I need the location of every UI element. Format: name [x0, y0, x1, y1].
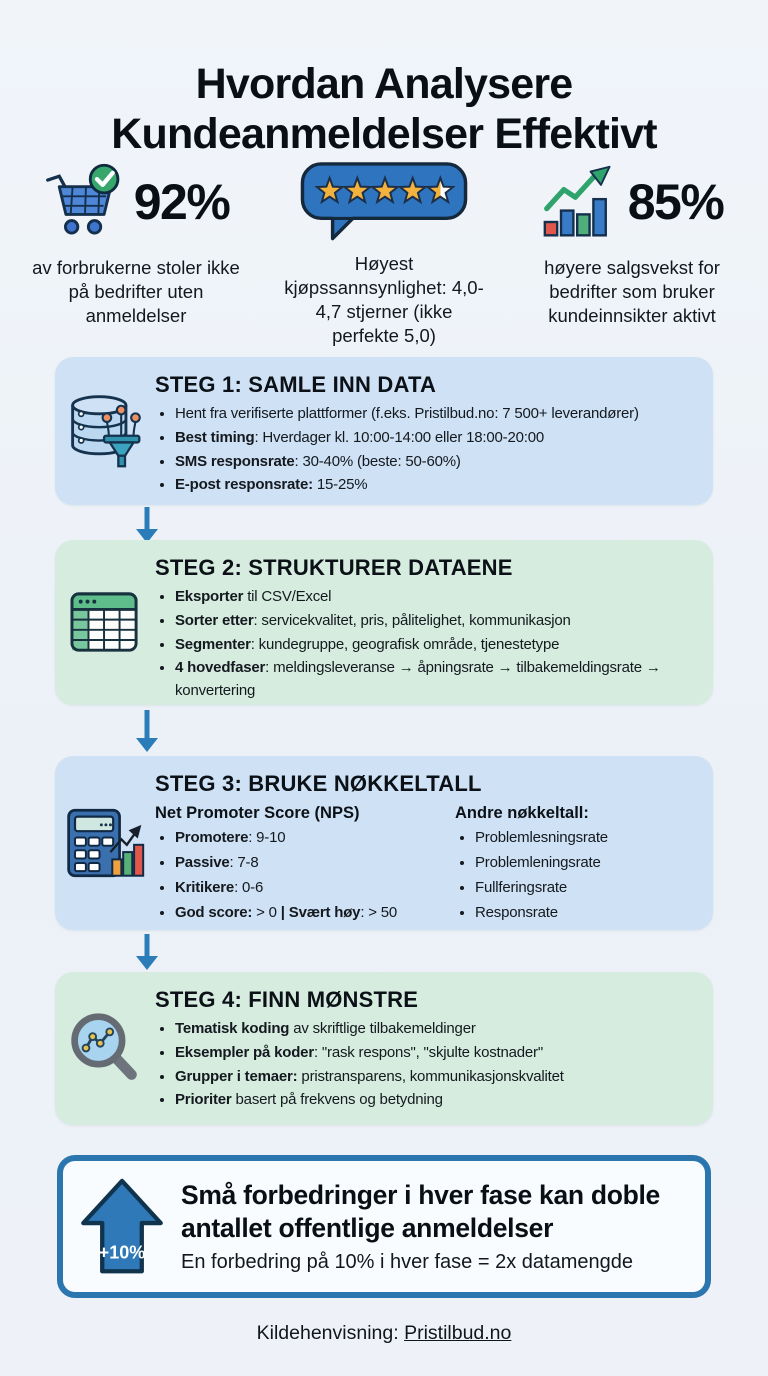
step-icon-col	[55, 756, 155, 930]
bullet-item: • Prioriter basert på frekvens og betydning	[175, 1089, 705, 1112]
stat-card-consumer-trust	[18, 156, 254, 348]
source-link[interactable]: Pristilbud.no	[404, 1322, 512, 1344]
step-icon-col	[55, 540, 155, 705]
step-icon-col	[55, 357, 155, 505]
bullet-item: • Tematisk koding av skriftlige tilbakemeldinger	[175, 1018, 705, 1041]
arrow-label: +10%	[98, 1242, 146, 1263]
step-bullets	[155, 1018, 705, 1112]
shopping-cart-check-icon	[43, 162, 127, 242]
step-4-box	[55, 972, 713, 1125]
page-title: Hvordan Analysere Kundeanmeldelser Effektivt	[111, 59, 657, 159]
footer-source	[0, 1322, 768, 1345]
bullet-item: • Eksempler på koder: "rask respons", "skjulte kostnader"	[175, 1042, 705, 1065]
callout-text	[181, 1179, 705, 1274]
step-title: STEG 1: SAMLE INN DATA	[155, 372, 437, 397]
step-2-box	[55, 540, 713, 705]
magnifier-chart-icon	[67, 1011, 143, 1087]
spreadsheet-icon	[68, 589, 142, 657]
nps-column	[155, 802, 455, 926]
stat-caption: av forbrukerne stoler ikke på bedrifter uten anmeldelser	[32, 257, 240, 327]
bullet-item: • Kritikere: 0-6	[175, 876, 455, 900]
bullet-item: • Grupper i temaer: pristransparens, kommunikasjonskvalitet	[175, 1066, 705, 1089]
step-title: STEG 2: STRUKTURER DATAENE	[155, 555, 513, 580]
bullet-item: • SMS responsrate: 30-40% (beste: 50-60%)	[175, 451, 705, 474]
growth-chart-icon	[541, 165, 621, 239]
stat-value: 85%	[627, 174, 724, 230]
bullet-item: • Best timing: Hverdager kl. 10:00-14:00 eller 18:00-20:00	[175, 427, 705, 450]
step-1-box	[55, 357, 713, 505]
calculator-chart-icon	[65, 805, 145, 881]
step-bullets	[155, 586, 695, 703]
stat-top	[541, 156, 724, 248]
callout-subtext: En forbedring på 10% i hver fase = 2x datamengde	[181, 1250, 633, 1273]
step-content	[155, 756, 713, 930]
down-arrow-icon	[132, 934, 162, 970]
step-content	[155, 972, 713, 1125]
metrics-columns	[155, 802, 705, 926]
down-arrow-icon	[132, 710, 162, 752]
stat-top	[43, 156, 230, 248]
bullet-item: • Responsrate	[475, 901, 705, 925]
bullet-item: • Eksporter til CSV/Excel	[175, 586, 695, 609]
step-title: STEG 3: BRUKE NØKKELTALL	[155, 771, 482, 796]
step-content	[155, 540, 713, 705]
bullet-item: • Segmenter: kundegruppe, geografisk område, tjenestetype	[175, 634, 695, 657]
bullet-item: • Hent fra verifiserte plattformer (f.eks. Pristilbud.no: 7 500+ leverandører)	[175, 403, 705, 426]
other-metrics-heading: Andre nøkkeltall:	[455, 804, 589, 822]
bullet-item: • Sorter etter: servicekvalitet, pris, pålitelighet, kommunikasjon	[175, 610, 695, 633]
other-metrics-bullets	[455, 826, 705, 925]
bullet-item: • Promotere: 9-10	[175, 826, 455, 850]
step-content	[155, 357, 713, 505]
stat-value: 92%	[133, 174, 230, 230]
nps-heading: Net Promoter Score (NPS)	[155, 804, 360, 822]
step-3-box	[55, 756, 713, 930]
nps-bullets	[155, 826, 455, 925]
star-rating-bubble-icon	[299, 160, 469, 244]
bullet-item: • Problemlesningsrate	[475, 826, 705, 850]
callout-box	[57, 1155, 711, 1298]
stat-caption: Høyest kjøpssannsynlighet: 4,0-4,7 stjerner (ikke perfekte 5,0)	[284, 253, 484, 347]
stat-caption: høyere salgsvekst for bedrifter som bruker kundeinnsikter aktivt	[544, 257, 720, 327]
stat-card-sales-growth	[514, 156, 750, 348]
down-arrow-icon	[132, 507, 162, 543]
bullet-item: • Problemleningsrate	[475, 851, 705, 875]
bullet-item: • God score: > 0 | Svært høy: > 50	[175, 901, 455, 925]
bullet-item: • E-post responsrate: 15-25%	[175, 474, 705, 497]
source-label: Kildehenvisning:	[256, 1322, 405, 1344]
bullet-item: • Passive: 7-8	[175, 851, 455, 875]
up-arrow-icon	[63, 1177, 181, 1276]
stat-card-star-rating	[266, 156, 502, 348]
other-metrics-column	[455, 802, 705, 926]
stats-row	[18, 156, 750, 348]
step-bullets	[155, 403, 705, 497]
callout-heading: Små forbedringer i hver fase kan doble antallet offentlige anmeldelser	[181, 1180, 660, 1243]
database-funnel-icon	[65, 390, 145, 472]
bullet-item: • 4 hovedfaser: meldingsleveranse → åpningsrate → tilbakemeldingsrate → konvertering	[175, 657, 695, 703]
stat-top	[299, 156, 469, 248]
step-title: STEG 4: FINN MØNSTRE	[155, 987, 419, 1012]
bullet-item: • Fullferingsrate	[475, 876, 705, 900]
step-icon-col	[55, 972, 155, 1125]
